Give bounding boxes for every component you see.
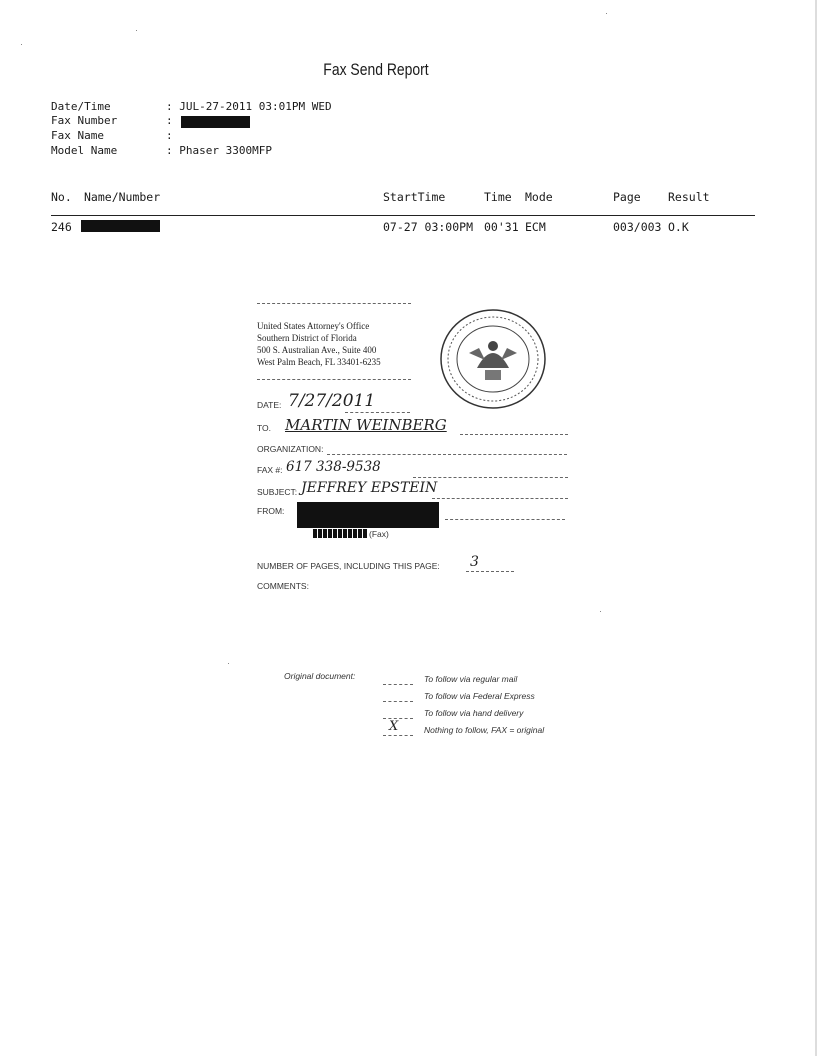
fax-rule — [413, 476, 568, 478]
pages-rule — [466, 570, 514, 572]
scan-speck — [600, 611, 601, 612]
to-rule — [460, 433, 568, 435]
from-label: FROM: — [257, 506, 285, 516]
col-name-number: Name/Number — [84, 190, 161, 204]
report-title: Fax Send Report — [323, 60, 429, 79]
redaction-from — [297, 502, 439, 528]
scan-speck — [228, 663, 229, 664]
fax-value: 617 338-9538 — [286, 459, 381, 475]
scan-speck — [21, 44, 22, 45]
redaction-name-number — [81, 220, 160, 232]
organization-label: ORGANIZATION: — [257, 444, 324, 454]
field-date-time — [51, 100, 332, 115]
field-value: : Phaser 3300MFP — [166, 144, 272, 157]
field-value: : JUL-27-2011 03:01PM WED — [166, 100, 332, 113]
date-rule — [345, 411, 410, 413]
field-fax-name — [51, 129, 173, 144]
option-mark: X — [389, 719, 399, 734]
header-divider — [51, 215, 755, 216]
from-rule — [445, 518, 565, 520]
date-value: 7/27/2011 — [288, 391, 376, 411]
option-text: To follow via regular mail — [424, 674, 518, 684]
row-mode: ECM — [525, 220, 546, 234]
redaction-fax-number — [181, 116, 250, 128]
row-result: O.K — [668, 220, 689, 234]
field-label: Fax Number — [51, 114, 118, 127]
row-time: 00'31 — [484, 220, 519, 234]
field-label: Model Name — [51, 144, 118, 157]
pages-label: NUMBER OF PAGES, INCLUDING THIS PAGE: — [257, 561, 440, 571]
col-page: Page — [613, 190, 641, 204]
option-text: To follow via hand delivery — [424, 708, 524, 718]
fax-note: (Fax) — [369, 529, 389, 539]
col-time: Time — [484, 190, 512, 204]
address-rule — [257, 378, 411, 380]
field-model-name — [51, 144, 272, 159]
date-label: DATE: — [257, 400, 282, 410]
row-start-time: 07-27 03:00PM — [383, 220, 474, 234]
delivery-options — [383, 674, 583, 742]
delivery-option — [383, 708, 583, 725]
field-label: Fax Name — [51, 129, 104, 142]
field-value: : — [166, 129, 173, 142]
office-line: 500 S. Australian Ave., Suite 400 — [257, 345, 377, 355]
option-blank — [383, 700, 413, 702]
subject-value: JEFFREY EPSTEIN — [301, 480, 438, 496]
option-text: To follow via Federal Express — [424, 691, 535, 701]
doj-seal-icon — [439, 308, 547, 410]
field-value: : — [166, 114, 173, 127]
scan-speck — [606, 13, 607, 14]
delivery-option — [383, 719, 583, 742]
redaction-from-fax — [313, 529, 368, 538]
option-blank — [383, 683, 413, 685]
delivery-option — [383, 674, 583, 691]
organization-rule — [327, 453, 567, 455]
office-line: United States Attorney's Office — [257, 321, 370, 331]
col-mode: Mode — [525, 190, 553, 204]
comments-label: COMMENTS: — [257, 581, 309, 591]
original-document-label: Original document: — [284, 671, 356, 681]
office-address — [257, 320, 381, 368]
delivery-option — [383, 691, 583, 708]
row-no: 246 — [51, 220, 72, 234]
subject-label: SUBJECT: — [257, 487, 298, 497]
fax-label: FAX #: — [257, 465, 283, 475]
subject-rule — [432, 497, 568, 499]
option-text: Nothing to follow, FAX = original — [424, 725, 545, 735]
office-line: Southern District of Florida — [257, 333, 357, 343]
office-line: West Palm Beach, FL 33401-6235 — [257, 357, 381, 367]
col-result: Result — [668, 190, 710, 204]
to-value: MARTIN WEINBERG — [285, 416, 447, 434]
col-start-time: StartTime — [383, 190, 446, 204]
field-fax-number — [51, 114, 173, 129]
row-page: 003/003 — [613, 220, 662, 234]
to-label: TO. — [257, 423, 272, 433]
scan-speck — [136, 30, 137, 31]
field-label: Date/Time — [51, 100, 111, 113]
cover-top-rule — [257, 302, 411, 304]
col-no: No. — [51, 190, 72, 204]
pages-value: 3 — [470, 554, 479, 570]
option-blank — [383, 734, 413, 736]
